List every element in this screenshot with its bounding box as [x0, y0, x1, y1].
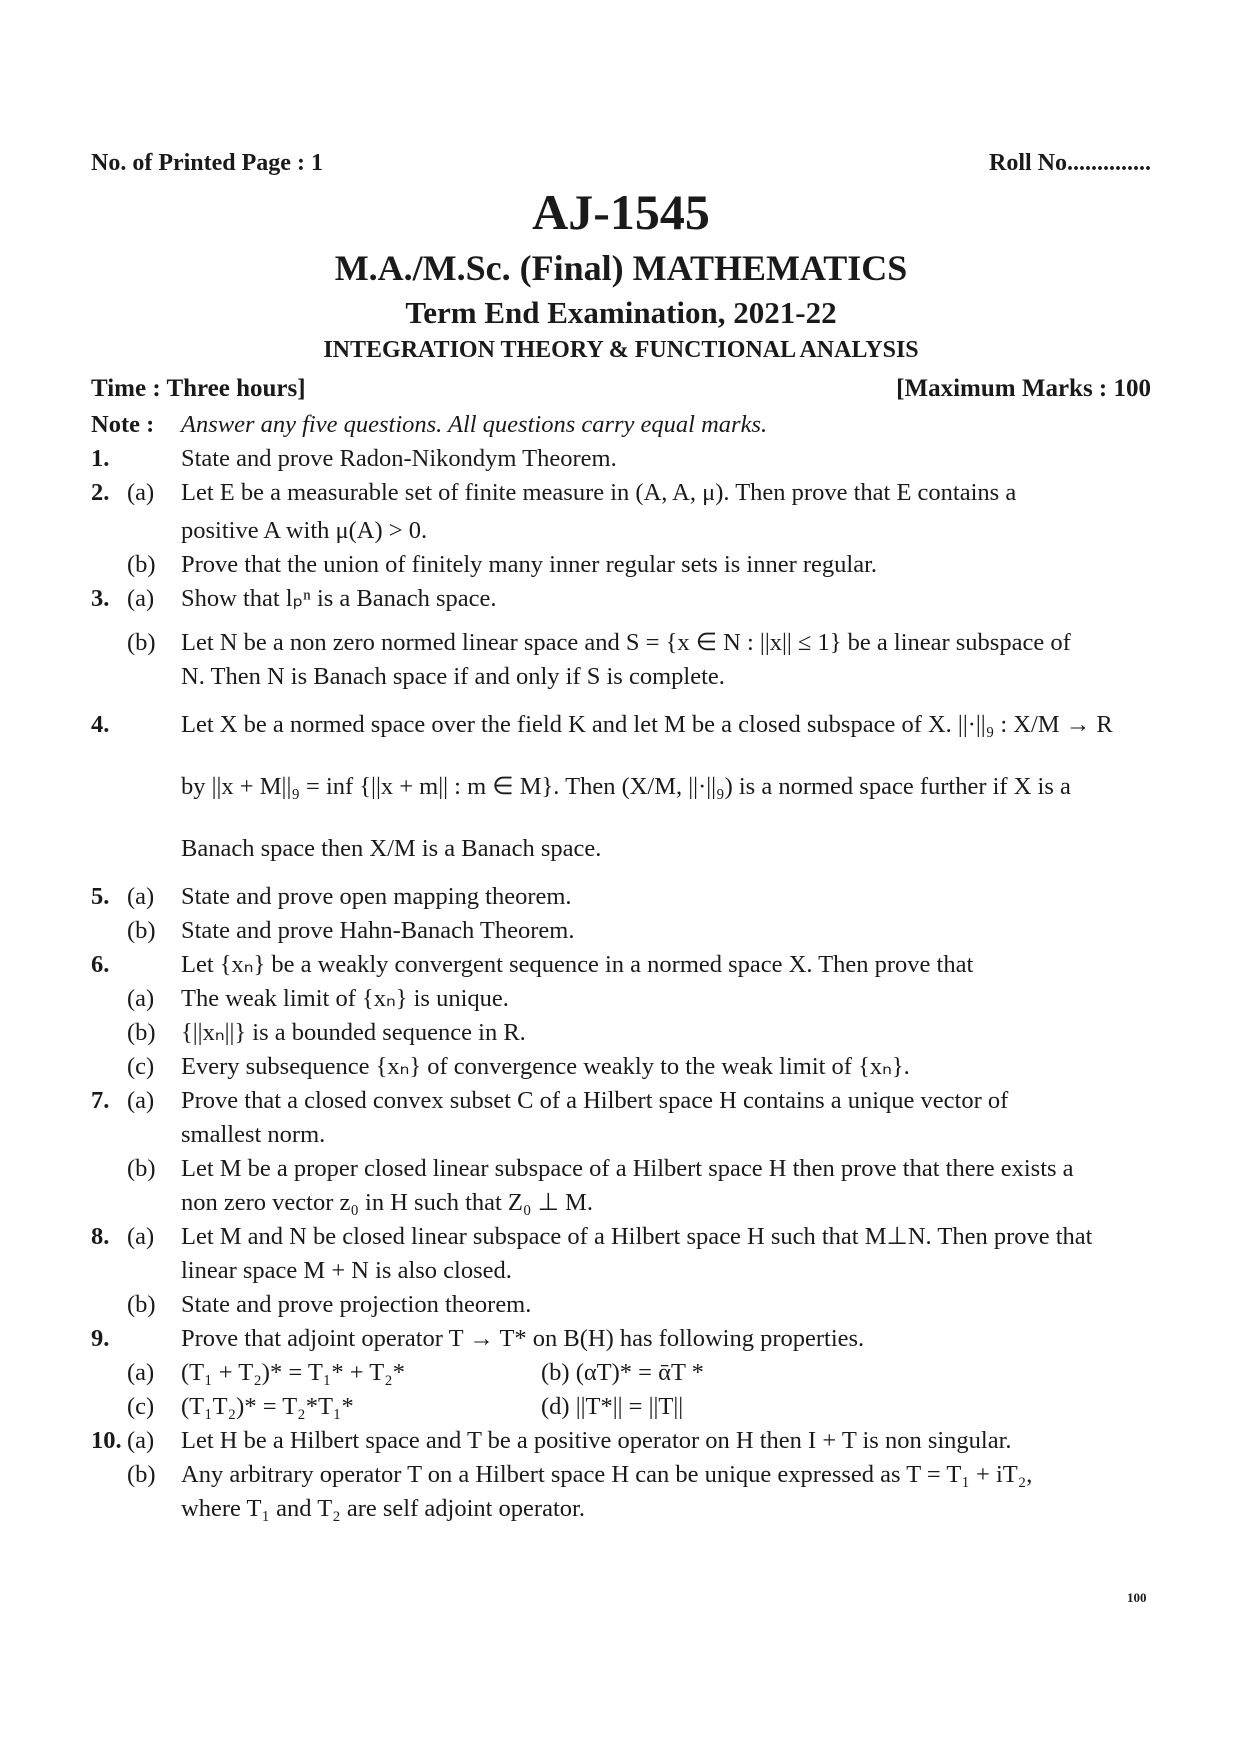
question-text: N. Then N is Banach space if and only if S is complete.: [181, 663, 725, 690]
part-label: (c): [127, 1393, 155, 1420]
question-3a: [91, 582, 1151, 616]
question-10a: [91, 1424, 1151, 1458]
question-2b: [91, 548, 1151, 582]
part-label: (a): [127, 985, 155, 1012]
question-5b: [91, 914, 1151, 948]
question-text: smallest norm.: [181, 1121, 326, 1148]
question-text: Prove that adjoint operator T → T* on B(H) has following properties.: [181, 1325, 865, 1352]
question-text: (T₁T₂)* = T₂*T₁*: [181, 1393, 354, 1420]
part-label: (b): [127, 1019, 156, 1046]
question-4: [91, 708, 1151, 742]
question-text: Let {xₙ} be a weakly convergent sequence in a normed space X. Then prove that: [181, 951, 974, 978]
part-label: (a): [127, 1223, 155, 1250]
question-text: State and prove projection theorem.: [181, 1291, 532, 1318]
note-label: Note :: [91, 411, 155, 438]
paper-code: AJ-1545: [532, 184, 710, 240]
part-label: (b): [127, 1291, 156, 1318]
part-label: (a): [127, 479, 155, 506]
question-9cd: [91, 1390, 1151, 1424]
part-label: (c): [127, 1053, 155, 1080]
question-7a-cont: [91, 1118, 1151, 1152]
question-text: Any arbitrary operator T on a Hilbert space H can be unique expressed as T = T₁ + iT₂,: [181, 1461, 1033, 1488]
question-number: 8.: [91, 1223, 110, 1250]
question-7b: [91, 1152, 1151, 1186]
question-text: by ||x + M||₉ = inf {||x + m|| : m ∈ M}. Then (X/M, ||·||₉) is a normed space further if X is a: [181, 773, 1071, 800]
question-text: State and prove open mapping theorem.: [181, 883, 572, 910]
question-text: (d) ||T*|| = ||T||: [541, 1393, 684, 1420]
question-text: linear space M + N is also closed.: [181, 1257, 512, 1284]
note-text: Answer any five questions. All questions carry equal marks.: [181, 411, 768, 438]
question-text: Let H be a Hilbert space and T be a positive operator on H then I + T is non singular.: [181, 1427, 1012, 1454]
question-text: Prove that a closed convex subset C of a Hilbert space H contains a unique vector of: [181, 1087, 1009, 1114]
exam-title: Term End Examination, 2021-22: [405, 295, 837, 330]
question-number: 7.: [91, 1087, 110, 1114]
part-label: (a): [127, 1359, 155, 1386]
question-text: (b) (αT)* = ᾱT *: [541, 1359, 704, 1386]
roll-no: Roll No..............: [989, 150, 1151, 176]
question-text: Let E be a measurable set of finite measure in (A, A, μ). Then prove that E contains a: [181, 479, 1017, 506]
question-1: [91, 442, 1151, 476]
question-text: positive A with μ(A) > 0.: [181, 517, 428, 544]
time: Time : Three hours]: [91, 375, 306, 402]
question-text: Every subsequence {xₙ} of convergence weakly to the weak limit of {xₙ}.: [181, 1053, 910, 1080]
question-text: Let X be a normed space over the field K and let M be a closed subspace of X. ||·||₉ : X/M → R: [181, 711, 1113, 738]
question-3b-cont: [91, 660, 1151, 694]
question-7a: [91, 1084, 1151, 1118]
part-label: (b): [127, 917, 156, 944]
questions: [91, 408, 1151, 1526]
question-text: State and prove Radon-Nikondym Theorem.: [181, 445, 617, 472]
question-text: where T₁ and T₂ are self adjoint operator.: [181, 1495, 585, 1522]
part-label: (a): [127, 1427, 155, 1454]
part-label: (b): [127, 551, 156, 578]
question-4-cont2: [91, 832, 1151, 866]
question-text: Let N be a non zero normed linear space and S = {x ∈ N : ||x|| ≤ 1} be a linear subspace of: [181, 629, 1071, 656]
question-text: Banach space then X/M is a Banach space.: [181, 835, 602, 862]
question-text: The weak limit of {xₙ} is unique.: [181, 985, 509, 1012]
part-label: (a): [127, 1087, 155, 1114]
part-label: (a): [127, 883, 155, 910]
subject-title: INTEGRATION THEORY & FUNCTIONAL ANALYSIS: [323, 337, 919, 363]
question-number: 3.: [91, 585, 110, 612]
time-marks-line: [91, 375, 1151, 403]
part-label: (b): [127, 629, 156, 656]
question-number: 4.: [91, 711, 110, 738]
question-number: 6.: [91, 951, 110, 978]
page-footer-code: 100: [1127, 1590, 1147, 1605]
question-9: [91, 1322, 1151, 1356]
question-number: 10.: [91, 1427, 122, 1454]
question-text: Prove that the union of finitely many inner regular sets is inner regular.: [181, 551, 878, 578]
course-title: M.A./M.Sc. (Final) MATHEMATICS: [334, 248, 908, 288]
question-text: Let M and N be closed linear subspace of a Hilbert space H such that M⊥N. Then prove that: [181, 1223, 1093, 1250]
question-number: 9.: [91, 1325, 110, 1352]
question-8b: [91, 1288, 1151, 1322]
part-label: (a): [127, 585, 155, 612]
part-label: (b): [127, 1155, 156, 1182]
max-marks: [Maximum Marks : 100: [896, 375, 1151, 402]
question-8a-cont: [91, 1254, 1151, 1288]
question-10b: [91, 1458, 1151, 1492]
printed-pages: No. of Printed Page : 1: [91, 150, 323, 176]
question-2a: [91, 476, 1151, 510]
question-6c: [91, 1050, 1151, 1084]
question-2a-cont: [91, 514, 1151, 548]
question-10b-cont: [91, 1492, 1151, 1526]
note: [91, 408, 1151, 442]
question-text: non zero vector z₀ in H such that Z₀ ⊥ M.: [181, 1189, 593, 1216]
question-8a: [91, 1220, 1151, 1254]
question-text: State and prove Hahn-Banach Theorem.: [181, 917, 575, 944]
question-text: Let M be a proper closed linear subspace of a Hilbert space H then prove that there exists a: [181, 1155, 1074, 1182]
question-6a: [91, 982, 1151, 1016]
top-line: [91, 150, 1151, 177]
question-text: (T₁ + T₂)* = T₁* + T₂*: [181, 1359, 405, 1386]
question-number: 5.: [91, 883, 110, 910]
question-text: Show that lₚⁿ is a Banach space.: [181, 585, 497, 612]
question-7b-cont: [91, 1186, 1151, 1220]
question-number: 2.: [91, 479, 110, 506]
question-number: 1.: [91, 445, 110, 472]
question-5a: [91, 880, 1151, 914]
question-9ab: [91, 1356, 1151, 1390]
question-6b: [91, 1016, 1151, 1050]
question-6: [91, 948, 1151, 982]
question-4-cont: [91, 770, 1151, 804]
question-text: {||xₙ||} is a bounded sequence in R.: [181, 1019, 526, 1046]
question-3b: [91, 626, 1151, 660]
part-label: (b): [127, 1461, 156, 1488]
